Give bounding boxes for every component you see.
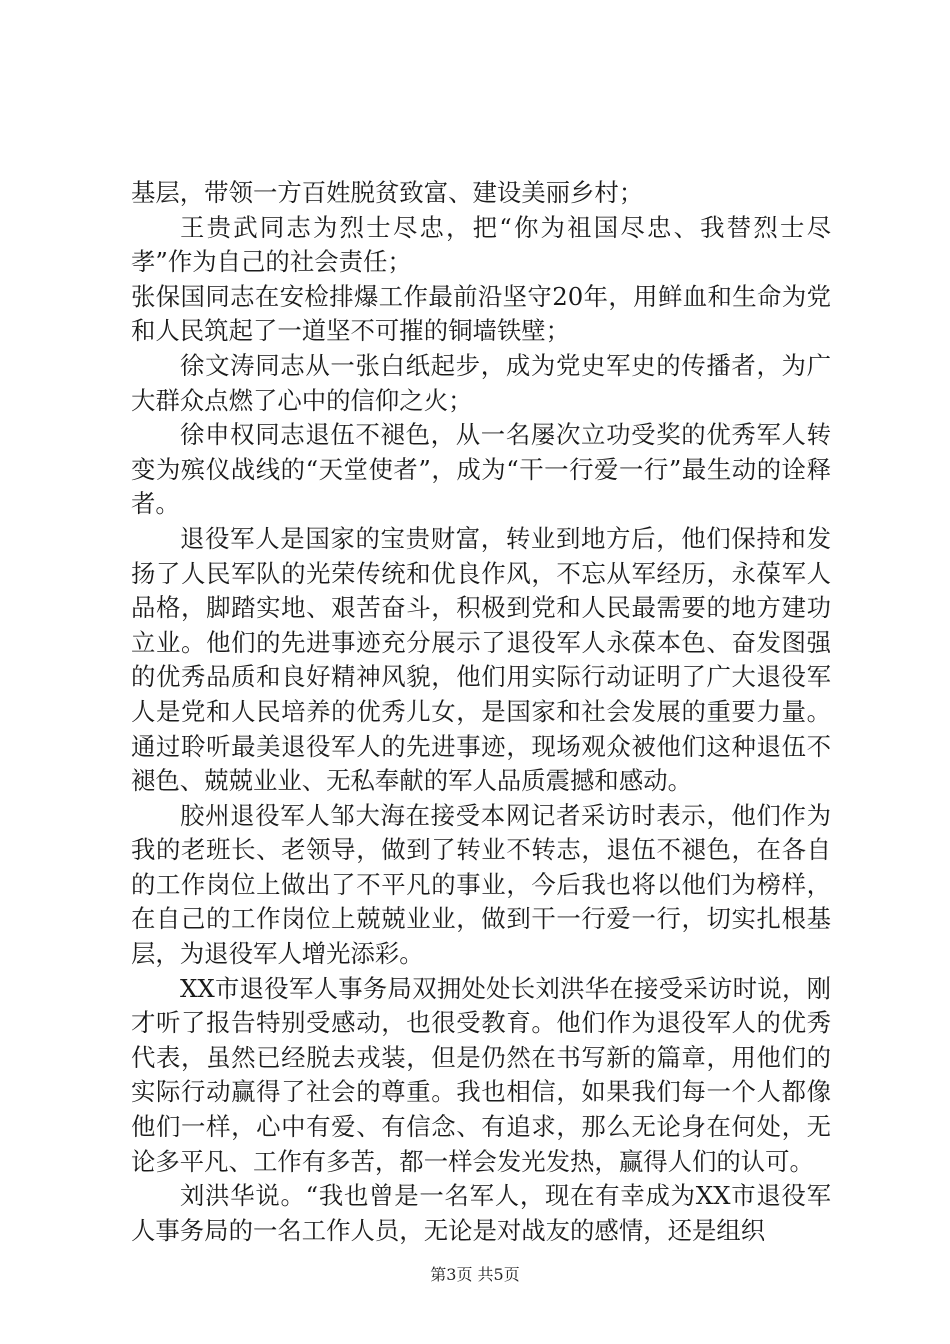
paragraph: XX市退役军人事务局双拥处处长刘洪华在接受采访时说，刚才听了报告特别受感动，也很受教育。他们作为退役军人的优秀代表，虽然已经脱去戎装，但是仍然在书写新的篇章，用他们的实际行动赢得了社会的尊重。我也相信，如果我们每一个人都像他们一样，心中有爱、有信念、有追求，那么无论身在何处，无论多平凡、工作有多苦，都一样会发光发热，赢得人们的认可。 bbox=[131, 973, 831, 1176]
paragraph: 张保国同志在安检排爆工作最前沿坚守20年，用鲜血和生命为党和人民筑起了一道坚不可摧的铜墙铁壁； bbox=[131, 281, 831, 346]
paragraph: 徐文涛同志从一张白纸起步，成为党史军史的传播者，为广大群众点燃了心中的信仰之火； bbox=[131, 350, 831, 415]
paragraph-continuation: 基层，带领一方百姓脱贫致富、建设美丽乡村； bbox=[131, 178, 644, 207]
paragraph: 胶州退役军人邹大海在接受本网记者采访时表示，他们作为我的老班长、老领导，做到了转业不转志，退伍不褪色，在各自的工作岗位上做出了不平凡的事业，今后我也将以他们为榜样，在自己的工作岗位上兢兢业业，做到干一行爱一行，切实扎根基层，为退役军人增光添彩。 bbox=[131, 800, 831, 969]
document-body bbox=[131, 176, 831, 1248]
paragraph: 王贵武同志为烈士尽忠，把“你为祖国尽忠、我替烈士尽孝”作为自己的社会责任； bbox=[131, 212, 831, 277]
paragraph: 徐申权同志退伍不褪色，从一名屡次立功受奖的优秀军人转变为殡仪战线的“天堂使者”，成为“干一行爱一行”最生动的诠释者。 bbox=[131, 420, 831, 519]
paragraph: 退役军人是国家的宝贵财富，转业到地方后，他们保持和发扬了人民军队的光荣传统和优良作风，不忘从军经历，永葆军人品格，脚踏实地、艰苦奋斗，积极到党和人民最需要的地方建功立业。他们的先进事迹充分展示了退役军人永葆本色、奋发图强的优秀品质和良好精神风貌，他们用实际行动证明了广大退役军人是党和人民培养的优秀儿女，是国家和社会发展的重要力量。通过聆听最美退役军人的先进事迹，现场观众被他们这种退伍不褪色、兢兢业业、无私奉献的军人品质震撼和感动。 bbox=[131, 523, 831, 796]
page-number-footer: 第3页 共5页 bbox=[430, 1265, 520, 1284]
paragraph: 刘洪华说。“我也曾是一名军人，现在有幸成为XX市退役军人事务局的一名工作人员，无论是对战友的感情，还是组织 bbox=[131, 1181, 831, 1245]
